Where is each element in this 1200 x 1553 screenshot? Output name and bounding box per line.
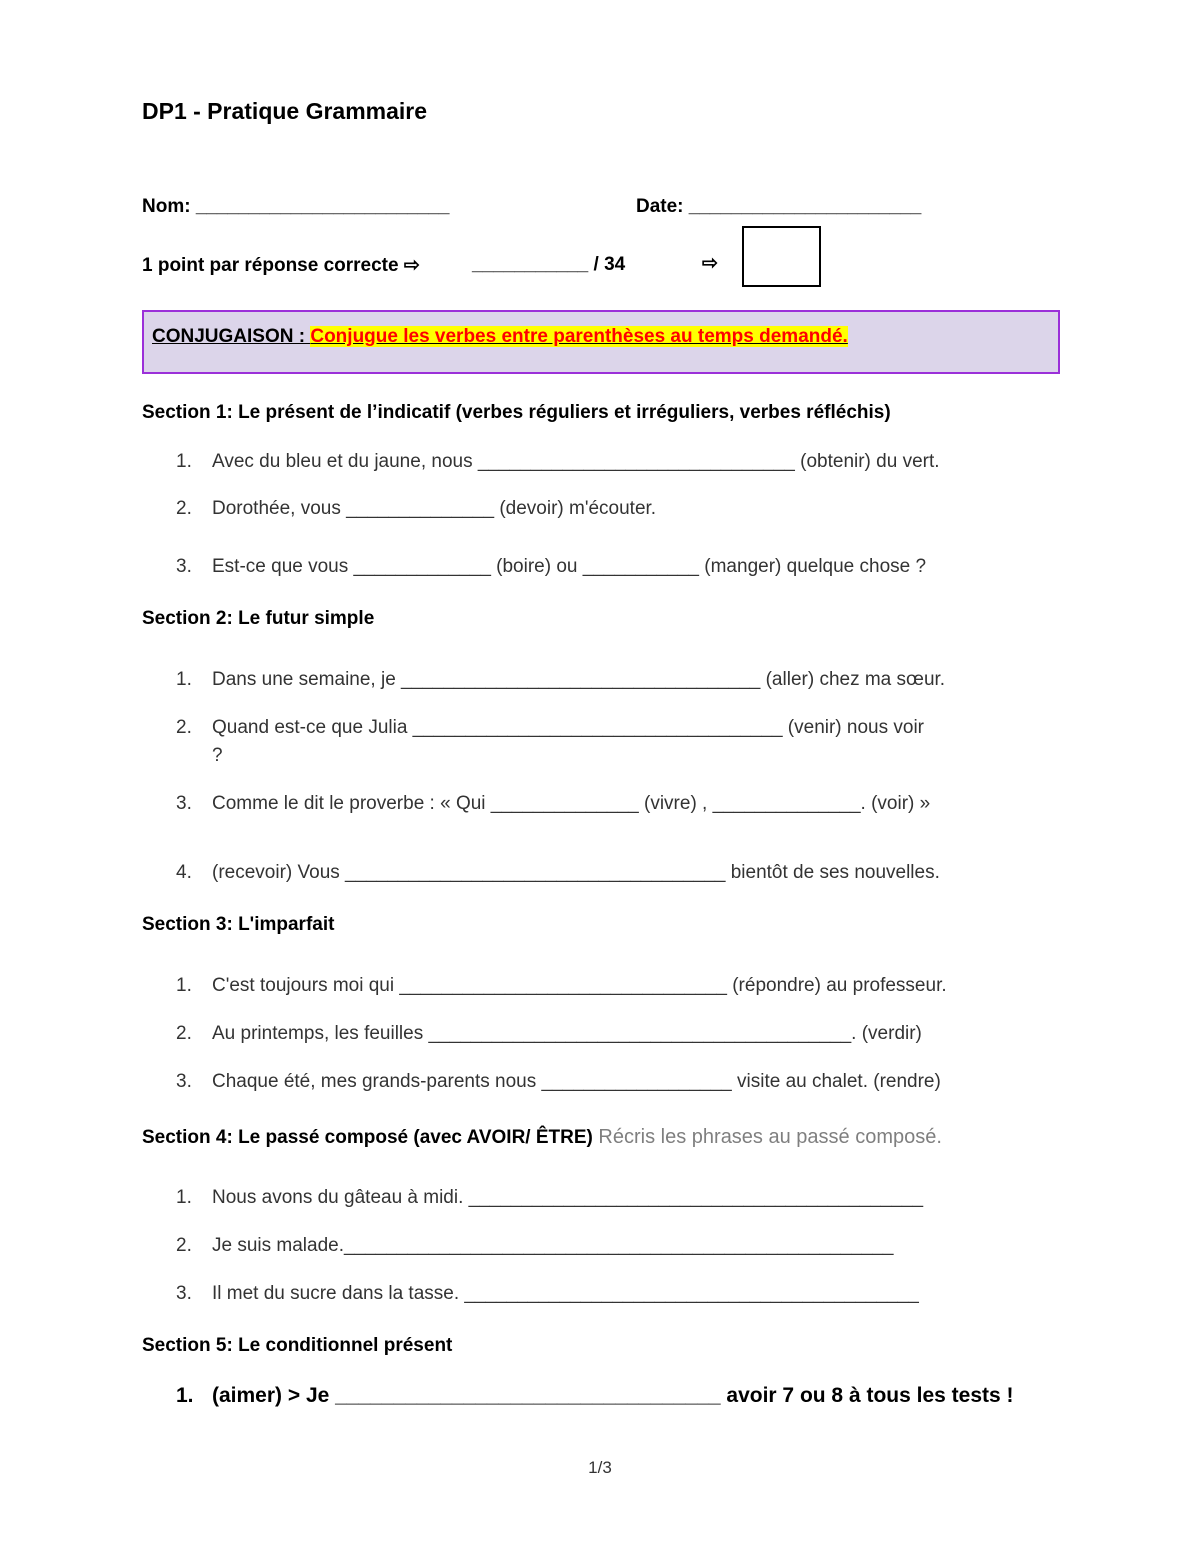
list-item[interactable]: [176, 1023, 922, 1045]
item-text: (aimer) > Je _________________________________ avoir 7 ou 8 à tous les tests !: [212, 1384, 1014, 1407]
section-4-note: Récris les phrases au passé composé.: [592, 1126, 942, 1148]
list-item[interactable]: [176, 1235, 894, 1257]
list-item[interactable]: [176, 1384, 1014, 1408]
section-2-title: Section 2: Le futur simple: [142, 608, 375, 629]
item-text: Quand est-ce que Julia ___________________________________ (venir) nous voir: [212, 717, 925, 738]
list-item[interactable]: [176, 717, 924, 739]
item-number: 2.: [176, 498, 192, 519]
item-number: 1.: [176, 1187, 192, 1208]
list-item[interactable]: [176, 1187, 923, 1209]
list-item[interactable]: [176, 862, 940, 884]
list-item[interactable]: [176, 498, 656, 520]
banner-text: [152, 326, 848, 348]
list-item[interactable]: [176, 793, 930, 815]
date-field[interactable]: Date: ______________________: [636, 196, 922, 217]
list-item[interactable]: [176, 556, 926, 578]
banner-label: CONJUGAISON :: [152, 326, 311, 347]
item-number: 4.: [176, 862, 192, 883]
item-text: C'est toujours moi qui _______________________________ (répondre) au professeur.: [212, 975, 947, 996]
item-text: Comme le dit le proverbe : « Qui ______________ (vivre) , ______________. (voir) »: [212, 793, 931, 814]
list-item[interactable]: [176, 1071, 941, 1093]
item-text: Chaque été, mes grands-parents nous __________________ visite au chalet. (rendre): [212, 1071, 941, 1092]
item-text: Dorothée, vous ______________ (devoir) m'écouter.: [212, 498, 657, 519]
item-text: Je suis malade.____________________________________________________: [212, 1235, 894, 1256]
list-item[interactable]: [176, 669, 945, 691]
item-number: 3.: [176, 556, 192, 577]
item-text: (recevoir) Vous ____________________________________ bientôt de ses nouvelles.: [212, 862, 940, 883]
item-text: Il met du sucre dans la tasse. ___________________________________________: [212, 1283, 919, 1304]
item-number: 3.: [176, 1283, 192, 1304]
section-4-heading: Section 4: Le passé composé (avec AVOIR/ ÊTRE): [142, 1127, 593, 1148]
name-field[interactable]: Nom: ________________________: [142, 196, 450, 217]
points-label: 1 point par réponse correcte ⇨: [142, 255, 420, 276]
item-number: 1.: [176, 1384, 194, 1407]
item-text: Nous avons du gâteau à midi. ___________________________________________: [212, 1187, 924, 1208]
item-number: 2.: [176, 1023, 192, 1044]
arrow-icon: ⇨: [702, 253, 718, 274]
item-text: Au printemps, les feuilles ________________________________________. (verdir): [212, 1023, 922, 1044]
section-1-title: Section 1: Le présent de l’indicatif (verbes réguliers et irréguliers, verbes réfléchis): [142, 402, 891, 423]
item-number: 1.: [176, 975, 192, 996]
banner-instruction: Conjugue les verbes entre parenthèses au temps demandé.: [310, 326, 848, 347]
item-number: 3.: [176, 793, 192, 814]
item-continuation: ?: [212, 745, 223, 766]
section-5-title: Section 5: Le conditionnel présent: [142, 1335, 453, 1356]
item-number: 1.: [176, 451, 192, 472]
section-4-title: [142, 1126, 942, 1149]
list-item[interactable]: [176, 1283, 919, 1305]
score-blank[interactable]: ___________ / 34: [472, 254, 626, 275]
page-title: DP1 - Pratique Grammaire: [142, 98, 428, 124]
item-text: Avec du bleu et du jaune, nous ______________________________ (obtenir) du vert.: [212, 451, 940, 472]
conjugaison-banner: [142, 310, 1060, 374]
item-number: 3.: [176, 1071, 192, 1092]
page-number: 1/3: [588, 1458, 612, 1477]
item-text: Dans une semaine, je __________________________________ (aller) chez ma sœur.: [212, 669, 946, 690]
section-3-title: Section 3: L'imparfait: [142, 914, 335, 935]
score-box[interactable]: [742, 226, 821, 287]
item-number: 1.: [176, 669, 192, 690]
item-text: Est-ce que vous _____________ (boire) ou ___________ (manger) quelque chose ?: [212, 556, 927, 577]
list-item[interactable]: [176, 451, 940, 473]
item-number: 2.: [176, 717, 192, 738]
list-item[interactable]: [176, 975, 947, 997]
item-number: 2.: [176, 1235, 192, 1256]
